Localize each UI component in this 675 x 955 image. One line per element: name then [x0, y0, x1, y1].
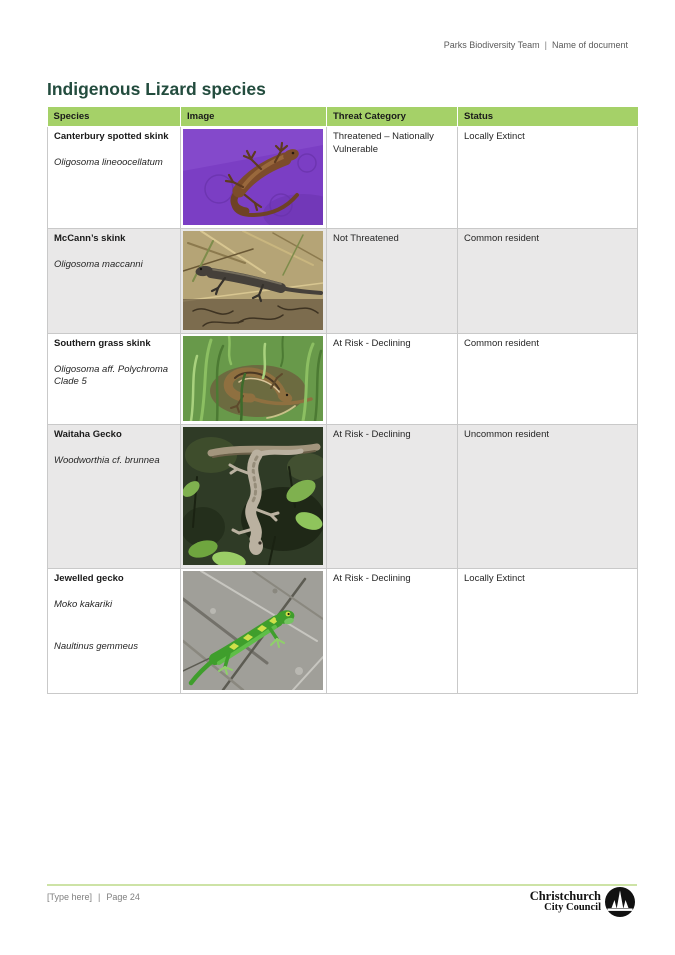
mccanns-skink-photo	[183, 231, 323, 330]
species-latin-name: Oligosoma lineoocellatum	[54, 156, 163, 168]
southern-grass-skink-photo	[183, 336, 323, 421]
threat-category-cell: Threatened – Nationally Vulnerable	[327, 127, 458, 229]
table-row	[48, 334, 638, 425]
threat-category-cell: At Risk - Declining	[327, 569, 458, 694]
council-logo-line1: Christchurch	[529, 889, 601, 904]
status-cell: Locally Extinct	[458, 569, 638, 694]
column-header-species: Species	[48, 107, 181, 127]
council-logo-line2: City Council	[544, 902, 601, 914]
species-latin-name: Oligosoma aff. Polychroma Clade 5	[54, 363, 169, 388]
species-cell	[48, 127, 181, 229]
page-title: Indigenous Lizard species	[47, 79, 266, 99]
council-logo-text	[530, 890, 601, 913]
cathedral-icon	[605, 887, 635, 917]
status-cell: Common resident	[458, 334, 638, 425]
image-cell	[181, 425, 327, 569]
christchurch-city-council-logo	[530, 887, 635, 917]
table-header-row	[48, 107, 638, 127]
footer-separator: |	[98, 892, 101, 902]
species-name: Jewelled gecko	[54, 573, 124, 584]
waitaha-gecko-photo	[183, 427, 323, 565]
image-cell	[181, 127, 327, 229]
species-maori-name: Moko kakariki	[54, 598, 113, 610]
page-header	[444, 40, 628, 50]
threat-category-cell: At Risk - Declining	[327, 334, 458, 425]
status-cell: Uncommon resident	[458, 425, 638, 569]
footer-type-here-placeholder: [Type here]	[47, 892, 93, 902]
image-cell	[181, 334, 327, 425]
column-header-threat-category: Threat Category	[327, 107, 458, 127]
table-row	[48, 425, 638, 569]
species-latin-name: Oligosoma maccanni	[54, 258, 143, 270]
threat-category-cell: At Risk - Declining	[327, 425, 458, 569]
species-cell	[48, 334, 181, 425]
image-cell	[181, 229, 327, 334]
column-header-status: Status	[458, 107, 638, 127]
species-latin-name: Woodworthia cf. brunnea	[54, 454, 160, 466]
header-divider: |	[544, 40, 547, 50]
species-name: Southern grass skink	[54, 338, 151, 349]
table-row	[48, 127, 638, 229]
species-table	[47, 107, 638, 694]
footer-page-number: Page 24	[106, 892, 140, 902]
species-latin-name: Naultinus gemmeus	[54, 641, 138, 653]
status-cell: Locally Extinct	[458, 127, 638, 229]
page-footer	[47, 892, 140, 902]
column-header-image: Image	[181, 107, 327, 127]
species-cell	[48, 229, 181, 334]
species-cell	[48, 569, 181, 694]
image-cell	[181, 569, 327, 694]
species-name: Waitaha Gecko	[54, 429, 122, 440]
jewelled-gecko-photo	[183, 571, 323, 690]
status-cell: Common resident	[458, 229, 638, 334]
species-name: Canterbury spotted skink	[54, 131, 169, 142]
table-row	[48, 229, 638, 334]
threat-category-cell: Not Threatened	[327, 229, 458, 334]
table-row	[48, 569, 638, 694]
species-name: McCann’s skink	[54, 233, 126, 244]
header-document-name: Name of document	[551, 40, 628, 50]
header-team-name: Parks Biodiversity Team	[443, 40, 540, 50]
footer-divider-line	[47, 884, 637, 886]
canterbury-spotted-skink-photo	[183, 129, 323, 225]
species-cell	[48, 425, 181, 569]
